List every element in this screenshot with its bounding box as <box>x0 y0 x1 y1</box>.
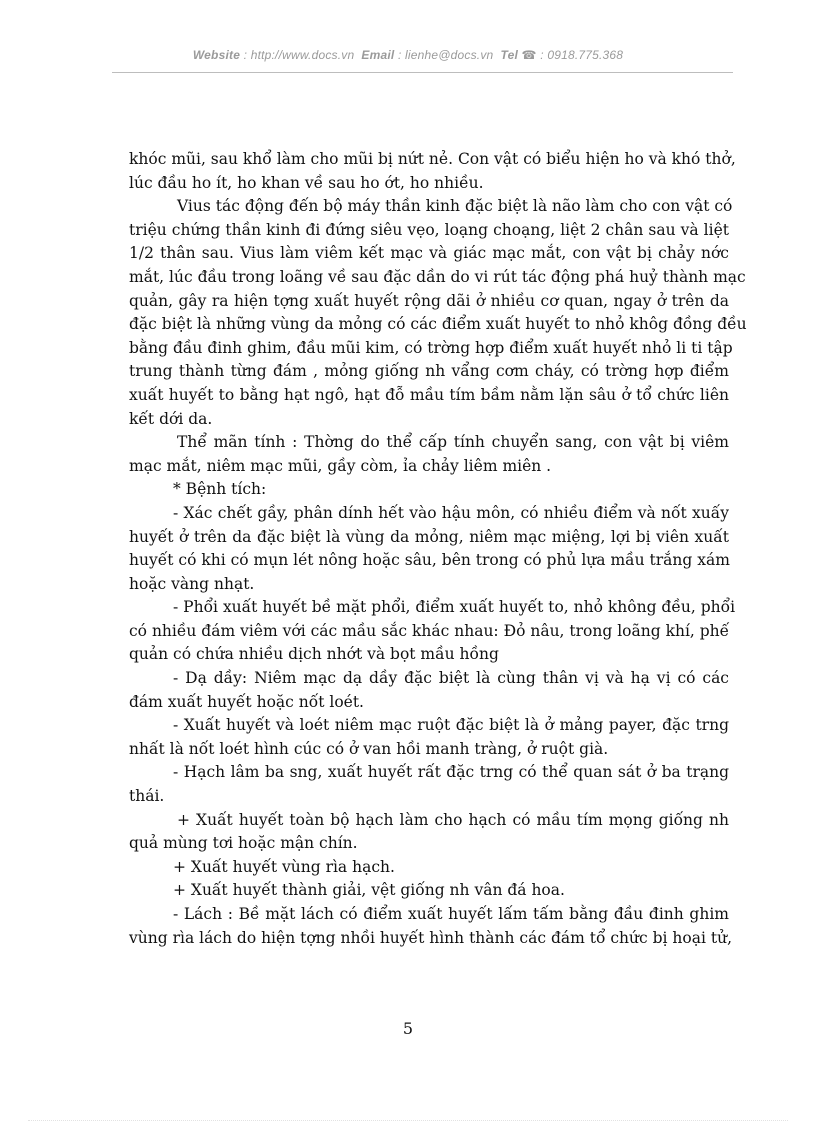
text-line: - Lách : Bề mặt lách có điểm xuất huyết lấm tấm bằng đầu đinh ghim <box>173 905 729 923</box>
text-line: hoặc vàng nhạt. <box>129 574 255 593</box>
text-line: Vius tác động đến bộ máy thần kinh đặc biệt là não làm cho con vật có <box>177 197 733 216</box>
text-line: quản, gây ra hiện tợng xuất huyết rộng dãi ở nhiều cơ quan, ngay ở trên da <box>129 291 729 310</box>
text-line: + Xuất huyết thành giải, vệt giống nh vân đá hoa. <box>173 881 565 900</box>
text-line: khóc mũi, sau khổ làm cho mũi bị nứt nẻ. Con vật có biểu hiện ho và khó thở, <box>129 150 736 168</box>
text-line: quả mùng tơi hoặc mận chín. <box>129 834 358 853</box>
text-line: mạc mắt, niêm mạc mũi, gầy còm, ỉa chảy liêm miên . <box>129 456 552 475</box>
text-line: - Xuất huyết và loét niêm mạc ruột đặc biệt là ở mảng payer, đặc trng <box>173 716 729 735</box>
text-line: kết dới da. <box>129 409 213 428</box>
tel-label: Tel <box>500 48 518 62</box>
page-header <box>0 48 816 62</box>
text-line: 1/2 thân sau. Vius làm viêm kết mạc và giác mạc mắt, con vật bị chảy nớc <box>129 244 729 263</box>
text-line: huyết ở trên da đặc biệt là vùng da mỏng, niêm mạc miệng, lợi bị viên xuất <box>129 527 729 546</box>
text-line: + Xuất huyết vùng rìa hạch. <box>173 857 395 876</box>
text-line: - Xác chết gầy, phân dính hết vào hậu môn, có nhiều điểm và nốt xuấy <box>173 503 729 522</box>
text-line: đám xuất huyết hoặc nốt loét. <box>129 692 364 711</box>
page-number: 5 <box>402 1019 414 1038</box>
text-line: - Dạ dầy: Niêm mạc dạ dầy đặc biệt là cùng thân vị và hạ vị có các <box>173 669 729 688</box>
website-label: Website <box>192 48 241 62</box>
text-line: đặc biệt là những vùng da mỏng có các điểm xuất huyết to nhỏ khôg đồng đều <box>129 315 747 334</box>
text-line: - Hạch lâm ba sng, xuất huyết rất đặc trng có thể quan sát ở ba trạng <box>173 763 729 782</box>
text-line: Thể mãn tính : Thờng do thể cấp tính chuyển sang, con vật bị viêm <box>177 433 729 452</box>
email-label: Email <box>361 48 395 62</box>
header-divider <box>112 72 733 73</box>
email-value: : lienhe@docs.vn <box>397 48 494 62</box>
text-line: vùng rìa lách do hiện tợng nhồi huyết hình thành các đám tổ chức bị hoại tử, <box>129 928 733 947</box>
phone-icon: ☎ <box>521 48 537 62</box>
text-line: quản có chứa nhiều dịch nhớt và bọt mầu hồng <box>129 645 499 664</box>
website-value: : http://www.docs.vn <box>243 48 355 62</box>
text-line: - Phổi xuất huyết bề mặt phổi, điểm xuất huyết to, nhỏ không đều, phổi <box>173 598 736 617</box>
text-line: trung thành từng đám , mỏng giống nh vẩng cơm cháy, có trờng hợp điểm <box>129 362 729 381</box>
text-line: mắt, lúc đầu trong loãng về sau đặc dần do vi rút tác động phá huỷ thành mạc <box>129 267 746 286</box>
text-line: thái. <box>129 787 165 806</box>
text-line: triệu chứng thần kinh đi đứng siêu vẹo, loạng choạng, liệt 2 chân sau và liệt <box>129 220 729 239</box>
document-body <box>129 148 747 950</box>
text-line: lúc đầu ho ít, ho khan về sau ho ớt, ho nhiều. <box>129 173 484 192</box>
text-line: * Bệnh tích: <box>173 480 267 499</box>
text-line: huyết có khi có mụn lét nông hoặc sâu, bên trong có phủ lựa mầu trắng xám <box>129 551 730 570</box>
text-line: + Xuất huyết toàn bộ hạch làm cho hạch có mầu tím mọng giống nh <box>177 810 729 829</box>
text-line: nhất là nốt loét hình cúc có ở van hồi manh tràng, ở ruột già. <box>129 739 609 758</box>
tel-value: : 0918.775.368 <box>540 48 624 62</box>
text-line: bằng đầu đinh ghim, đầu mũi kim, có trờng hợp điểm xuất huyết nhỏ li ti tập <box>129 338 733 357</box>
text-line: có nhiều đám viêm với các mầu sắc khác nhau: Đỏ nâu, trong loãng khí, phế <box>129 621 730 640</box>
text-line: xuất huyết to bằng hạt ngô, hạt đỗ mầu tím bầm nằm lặn sâu ở tổ chức liên <box>129 385 729 404</box>
footer-divider <box>28 1120 788 1121</box>
